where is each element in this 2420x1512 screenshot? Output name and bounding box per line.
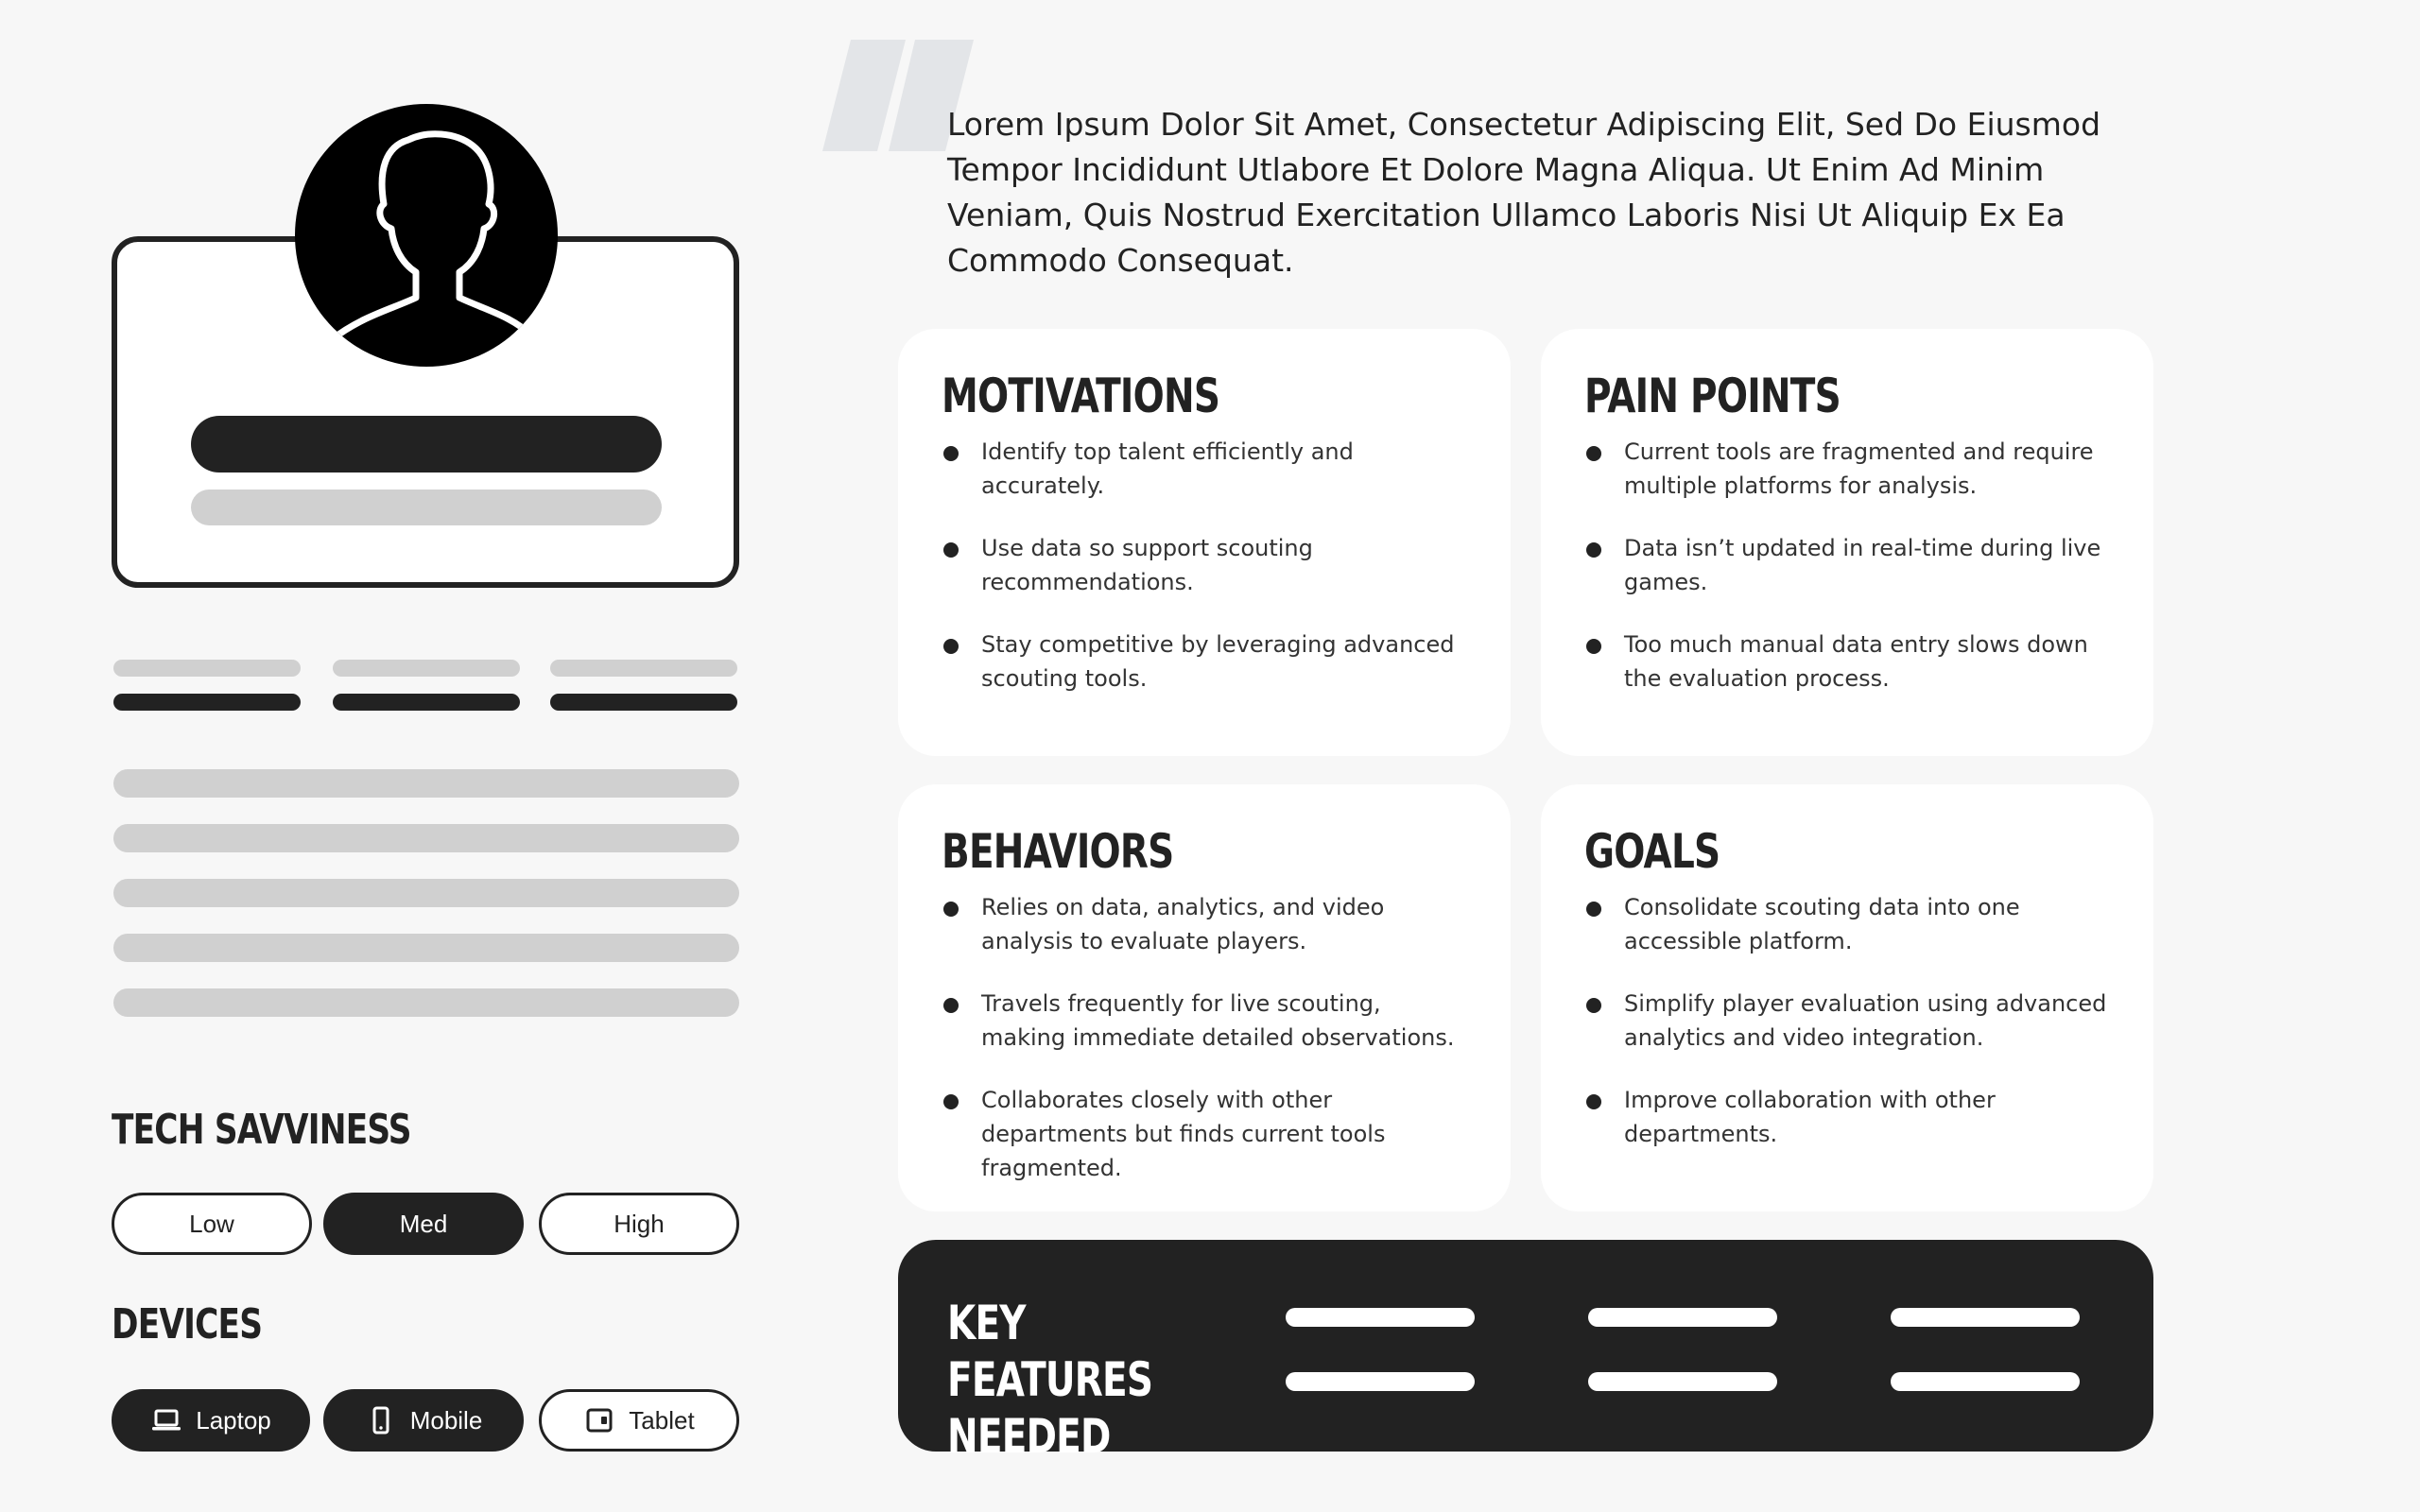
device-label: Laptop [196, 1405, 271, 1435]
list-item: Simplify player evaluation using advanced analytics and video integration. [1584, 987, 2114, 1055]
feature-placeholder-bar [1286, 1308, 1475, 1327]
tech-option-med[interactable]: Med [323, 1193, 524, 1255]
stat-value-placeholder [333, 694, 520, 711]
behaviors-card [898, 784, 1511, 1211]
list-item: Improve collaboration with other departments. [1584, 1083, 2114, 1151]
subtitle-placeholder-bar [191, 490, 662, 525]
device-laptop[interactable] [112, 1389, 310, 1452]
tech-option-high[interactable]: High [539, 1193, 739, 1255]
stat-value-placeholder [113, 694, 301, 711]
persona-quote: Lorem Ipsum Dolor Sit Amet, Consectetur Adipiscing Elit, Sed Do Eiusmod Tempor Incididunt Utlabore Et Dolore Magna Aliqua. Ut Enim Ad Minim Veniam, Quis Nostrud Exercitation Ullamco Laboris Nisi Ut Aliquip Ex Ea Commodo Consequat. [947, 106, 2101, 279]
motivations-list [942, 435, 1471, 724]
bio-line-placeholder [113, 934, 739, 962]
stats-placeholder [112, 660, 739, 716]
list-item: Stay competitive by leveraging advanced scouting tools. [942, 627, 1471, 696]
list-item: Identify top talent efficiently and accurately. [942, 435, 1471, 503]
pain-points-list [1584, 435, 2114, 724]
list-item: Data isn’t updated in real-time during live games. [1584, 531, 2114, 599]
stat-label-placeholder [550, 660, 737, 677]
key-features-title: KEY FEATURES NEEDED [947, 1296, 1153, 1464]
avatar [295, 104, 558, 367]
bio-line-placeholder [113, 769, 739, 798]
device-label: Tablet [629, 1405, 695, 1435]
mobile-icon [365, 1404, 397, 1436]
list-item: Too much manual data entry slows down the evaluation process. [1584, 627, 2114, 696]
feature-placeholder-bar [1891, 1372, 2080, 1391]
stat-label-placeholder [333, 660, 520, 677]
key-features-panel [898, 1240, 2153, 1464]
device-label: Mobile [409, 1405, 483, 1435]
pain-points-card [1541, 329, 2153, 756]
tech-savviness-title: TECH SAVVINESS [112, 1106, 411, 1154]
goals-list [1584, 890, 2114, 1179]
device-mobile[interactable] [323, 1389, 524, 1452]
card-title: BEHAVIORS [942, 824, 1174, 879]
stat-label-placeholder [113, 660, 301, 677]
behaviors-list [942, 890, 1471, 1213]
feature-placeholder-bar [1588, 1308, 1777, 1327]
list-item: Relies on data, analytics, and video analysis to evaluate players. [942, 890, 1471, 958]
list-item: Collaborates closely with other departments but finds current tools fragmented. [942, 1083, 1471, 1185]
list-item: Travels frequently for live scouting, making immediate detailed observations. [942, 987, 1471, 1055]
list-item: Use data so support scouting recommendations. [942, 531, 1471, 599]
bio-line-placeholder [113, 879, 739, 907]
card-title: PAIN POINTS [1584, 369, 1841, 423]
device-tablet[interactable] [539, 1389, 739, 1452]
bio-placeholder [112, 769, 739, 1024]
bio-line-placeholder [113, 988, 739, 1017]
goals-card [1541, 784, 2153, 1211]
feature-placeholder-bar [1588, 1372, 1777, 1391]
card-title: GOALS [1584, 824, 1720, 879]
motivations-card [898, 329, 1511, 756]
tech-option-low[interactable]: Low [112, 1193, 312, 1255]
list-item: Current tools are fragmented and require multiple platforms for analysis. [1584, 435, 2114, 503]
bio-line-placeholder [113, 824, 739, 852]
feature-placeholder-bar [1286, 1372, 1475, 1391]
card-title: MOTIVATIONS [942, 369, 1220, 423]
laptop-icon [150, 1404, 182, 1436]
tablet-icon [583, 1404, 615, 1436]
feature-placeholder-bar [1891, 1308, 2080, 1327]
name-placeholder-bar [191, 416, 662, 472]
user-silhouette-icon [295, 104, 558, 367]
stat-value-placeholder [550, 694, 737, 711]
devices-title: DEVICES [112, 1300, 263, 1349]
list-item: Consolidate scouting data into one accessible platform. [1584, 890, 2114, 958]
